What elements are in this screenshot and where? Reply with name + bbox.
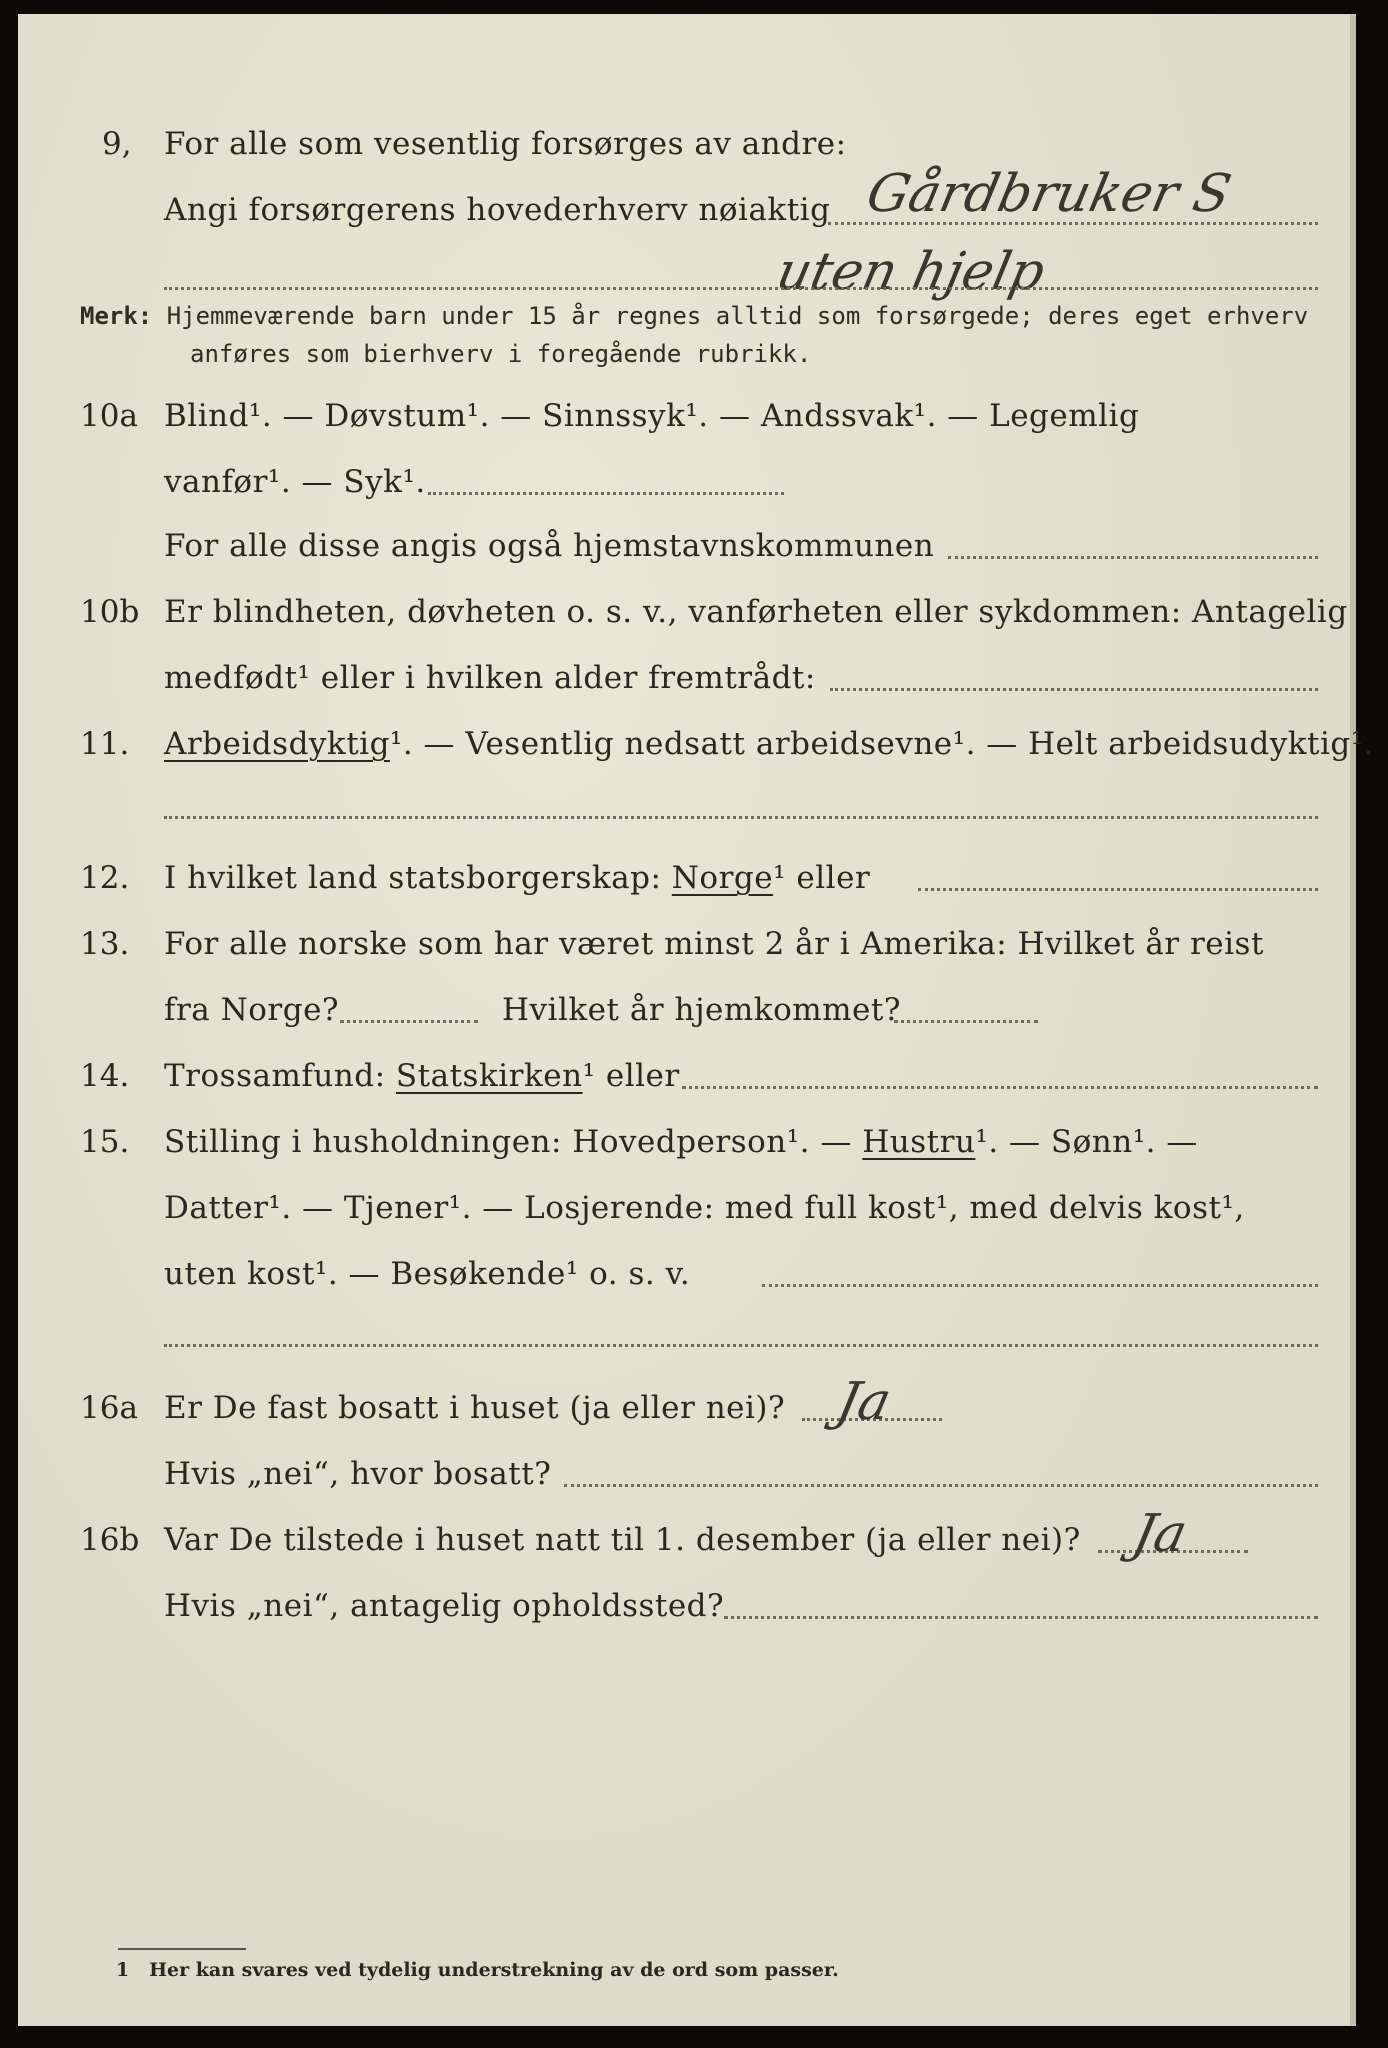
q12-line1 bbox=[164, 860, 870, 896]
footnote-mark: 1 bbox=[116, 1959, 130, 1981]
merk-text1: Hjemmeværende barn under 15 år regnes alltid som forsørgede; deres eget erhverv bbox=[166, 302, 1309, 330]
q16b-line2: Hvis „nei“, antagelig opholdssted? bbox=[164, 1588, 725, 1624]
q14-answer-line bbox=[682, 1086, 1318, 1089]
form-page bbox=[18, 14, 1375, 2026]
question-number-14: 14. bbox=[80, 1058, 130, 1094]
q10a-line1: Blind¹. — Døvstum¹. — Sinnssyk¹. — Andssvak¹. — Legemlig bbox=[164, 398, 1140, 434]
q9-answer-line2 bbox=[164, 287, 1318, 290]
q16b-opholdssted-line bbox=[724, 1616, 1318, 1619]
q16a-bosatt-line bbox=[564, 1484, 1318, 1487]
footnote-rule bbox=[118, 1948, 246, 1950]
q16a-handwritten-answer: Ja bbox=[831, 1372, 897, 1432]
q13-hjemkommet-line bbox=[894, 1020, 1038, 1023]
q15-option-hustru: Hustru bbox=[862, 1124, 976, 1160]
q15-line1-post: ¹. — Sønn¹. — bbox=[975, 1124, 1198, 1160]
q10a-line3: For alle disse angis også hjemstavnskommunen bbox=[164, 528, 935, 564]
merk-label: Merk: bbox=[80, 302, 153, 330]
q13-line1: For alle norske som har været minst 2 år i Amerika: Hvilket år reist bbox=[164, 926, 1264, 962]
question-number-15: 15. bbox=[80, 1124, 130, 1160]
question-number-12: 12. bbox=[80, 860, 130, 896]
q10b-answer-line bbox=[830, 688, 1318, 691]
q10b-line1: Er blindheten, døvheten o. s. v., vanførheten eller sykdommen: Antagelig bbox=[164, 594, 1348, 630]
q14-line1 bbox=[164, 1058, 680, 1094]
q15-line2: Datter¹. — Tjener¹. — Losjerende: med full kost¹, med delvis kost¹, bbox=[164, 1190, 1245, 1226]
question-number-9: 9, bbox=[102, 126, 132, 162]
question-number-13: 13. bbox=[80, 926, 130, 962]
q16b-line1: Var De tilstede i huset natt til 1. desember (ja eller nei)? bbox=[164, 1522, 1081, 1558]
q10b-line2: medfødt¹ eller i hvilken alder fremtrådt: bbox=[164, 660, 816, 696]
merk-line2: anføres som bierhverv i foregående rubrikk. bbox=[190, 340, 812, 368]
q9-line1: For alle som vesentlig forsørges av andre: bbox=[164, 126, 847, 162]
q11-option-arbeidsdyktig: Arbeidsdyktig bbox=[164, 726, 390, 762]
q11-rest: ¹. — Vesentlig nedsatt arbeidsevne¹. — Helt arbeidsudyktig¹. bbox=[389, 726, 1375, 762]
q12-post: ¹ eller bbox=[773, 860, 871, 896]
q11-answer-line bbox=[164, 816, 1318, 819]
q16a-line1: Er De fast bosatt i huset (ja eller nei)? bbox=[164, 1390, 786, 1426]
q13-line2a: fra Norge? bbox=[164, 992, 340, 1028]
q11-line1 bbox=[164, 726, 1374, 762]
question-number-11: 11. bbox=[80, 726, 130, 762]
q9-handwritten-answer1: Gårdbruker S bbox=[861, 164, 1237, 224]
q13-reist-line bbox=[340, 1020, 478, 1023]
question-number-16a: 16a bbox=[80, 1390, 138, 1426]
q12-pre: I hvilket land statsborgerskap: bbox=[164, 860, 662, 896]
question-number-10a: 10a bbox=[80, 398, 138, 434]
footnote-text: Her kan svares ved tydelig understrekning av de ord som passer. bbox=[149, 1959, 839, 1981]
q15-answer-line bbox=[762, 1284, 1318, 1287]
footnote bbox=[116, 1959, 839, 1981]
q15-line3: uten kost¹. — Besøkende¹ o. s. v. bbox=[164, 1256, 691, 1292]
q15-extra-line bbox=[164, 1344, 1318, 1347]
q12-option-norge: Norge bbox=[671, 860, 774, 896]
q13-line2b: Hvilket år hjemkommet? bbox=[502, 992, 901, 1028]
q10a-syk-line bbox=[428, 492, 784, 495]
q14-post: ¹ eller bbox=[582, 1058, 680, 1094]
question-number-16b: 16b bbox=[80, 1522, 140, 1558]
q15-line1-pre: Stilling i husholdningen: Hovedperson¹. — bbox=[164, 1124, 852, 1160]
q9-line2: Angi forsørgerens hovederhverv nøiaktig bbox=[164, 192, 831, 228]
q10a-hjemstavn-line bbox=[948, 556, 1318, 559]
q16a-line2: Hvis „nei“, hvor bosatt? bbox=[164, 1456, 552, 1492]
q12-answer-line bbox=[918, 888, 1318, 891]
q14-pre: Trossamfund: bbox=[164, 1058, 386, 1094]
merk-line1 bbox=[80, 302, 1308, 330]
q15-line1 bbox=[164, 1124, 1198, 1160]
q14-option-statskirken: Statskirken bbox=[395, 1058, 583, 1094]
q10a-line2: vanfør¹. — Syk¹. bbox=[164, 464, 426, 500]
question-number-10b: 10b bbox=[80, 594, 140, 630]
q9-handwritten-answer2: uten hjelp bbox=[771, 242, 1050, 302]
q16b-handwritten-answer: Ja bbox=[1127, 1504, 1193, 1564]
